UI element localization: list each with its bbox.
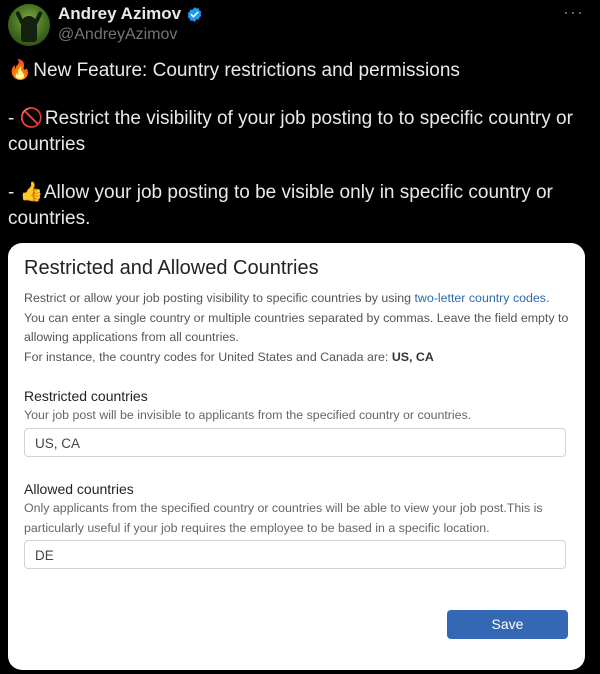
tweet-line-3-text: Allow your job posting to be visible only in specific country or countries. (8, 182, 553, 229)
tweet-line-2-prefix: - (8, 108, 15, 129)
desc-part-2: . You can enter a single country or multiple countries separated by commas. Leave the field empty to allowing applications from all countries. (24, 291, 569, 344)
card-title: Restricted and Allowed Countries (24, 257, 319, 279)
author-name-text[interactable]: Andrey Azimov (58, 4, 182, 23)
tweet-text (8, 58, 588, 232)
save-button[interactable]: Save (447, 610, 568, 639)
thumbs-up-emoji-icon: 👍 (19, 182, 44, 203)
allowed-countries-label: Allowed countries (24, 481, 134, 497)
author-handle[interactable]: @AndreyAzimov (58, 26, 178, 43)
card-description (24, 289, 572, 367)
prohibited-emoji-icon: 🚫 (19, 108, 44, 129)
verified-badge-icon (186, 6, 203, 23)
more-options-icon[interactable]: ··· (563, 2, 584, 22)
desc-example-prefix: For instance, the country codes for United States and Canada are: (24, 349, 392, 364)
tweet-line-3 (8, 180, 588, 232)
desc-example-value: US, CA (391, 349, 434, 364)
author-name[interactable] (58, 4, 203, 24)
country-codes-link[interactable]: two-letter country codes (414, 291, 547, 305)
tweet-line-1-text: New Feature: Country restrictions and permissions (33, 60, 460, 81)
avatar-figure (21, 16, 37, 42)
allowed-countries-input[interactable]: DE (24, 540, 566, 569)
restricted-countries-label: Restricted countries (24, 388, 148, 404)
desc-part-1: Restrict or allow your job posting visibility to specific countries by using (24, 291, 415, 305)
tweet-line-2 (8, 106, 588, 158)
tweet-line-3-prefix: - (8, 182, 15, 203)
tweet-line-1 (8, 58, 588, 84)
restricted-countries-input[interactable]: US, CA (24, 428, 566, 457)
fire-emoji-icon: 🔥 (8, 60, 32, 81)
restricted-countries-help: Your job post will be invisible to applicants from the specified country or countries. (24, 408, 472, 422)
attached-image-card[interactable] (8, 243, 585, 670)
allowed-countries-help: Only applicants from the specified country or countries will be able to view your job post.This is particularly useful if your job requires the employee to be based in a specific location. (24, 501, 543, 535)
tweet-line-2-text: Restrict the visibility of your job posting to to specific country or countries (8, 108, 573, 155)
avatar[interactable] (8, 4, 50, 46)
